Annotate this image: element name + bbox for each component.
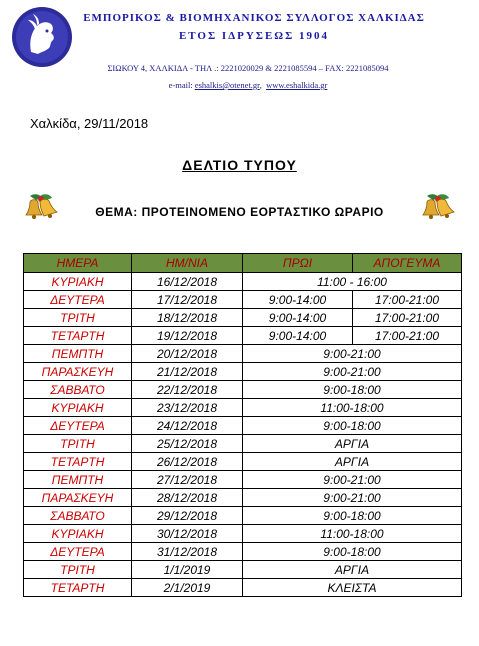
table-row	[24, 543, 462, 561]
day-cell: ΔΕΥΤΕΡΑ	[24, 543, 132, 561]
date-cell: 20/12/2018	[132, 345, 243, 363]
date-cell: 2/1/2019	[132, 579, 243, 597]
hours-cell: ΑΡΓΙΑ	[243, 435, 462, 453]
date-cell: 30/12/2018	[132, 525, 243, 543]
date-cell: 22/12/2018	[132, 381, 243, 399]
day-cell: ΤΕΤΑΡΤΗ	[24, 579, 132, 597]
table-row	[24, 327, 462, 345]
table-row	[24, 435, 462, 453]
morning-hours-cell: 9:00-14:00	[243, 327, 353, 345]
hours-cell: 9:00-18:00	[243, 507, 462, 525]
table-row	[24, 507, 462, 525]
hours-cell: 11:00 - 16:00	[243, 273, 462, 291]
header-afternoon: ΑΠΟΓΕΥΜΑ	[353, 254, 462, 273]
hours-cell: ΑΡΓΙΑ	[243, 453, 462, 471]
day-cell: ΠΕΜΠΤΗ	[24, 471, 132, 489]
hours-cell: 11:00-18:00	[243, 525, 462, 543]
table-row	[24, 363, 462, 381]
morning-hours-cell: 9:00-14:00	[243, 291, 353, 309]
table-row	[24, 525, 462, 543]
date-cell: 17/12/2018	[132, 291, 243, 309]
table-row	[24, 489, 462, 507]
date-cell: 31/12/2018	[132, 543, 243, 561]
date-cell: 18/12/2018	[132, 309, 243, 327]
email-link[interactable]: eshalkis@otenet.gr	[194, 80, 260, 90]
date-cell: 19/12/2018	[132, 327, 243, 345]
day-cell: ΚΥΡΙΑΚΗ	[24, 399, 132, 417]
date-cell: 27/12/2018	[132, 471, 243, 489]
afternoon-hours-cell: 17:00-21:00	[353, 291, 462, 309]
day-cell: ΠΑΡΑΣΚΕΥΗ	[24, 363, 132, 381]
day-cell: ΣΑΒΒΑΤΟ	[24, 507, 132, 525]
day-cell: ΤΡΙΤΗ	[24, 435, 132, 453]
table-row	[24, 399, 462, 417]
day-cell: ΔΕΥΤΕΡΑ	[24, 291, 132, 309]
day-cell: ΤΕΤΑΡΤΗ	[24, 327, 132, 345]
website-link[interactable]: www.eshalkida.gr	[266, 80, 328, 90]
date-cell: 23/12/2018	[132, 399, 243, 417]
day-cell: ΔΕΥΤΕΡΑ	[24, 417, 132, 435]
table-row	[24, 561, 462, 579]
header-day: ΗΜΕΡΑ	[24, 254, 132, 273]
header-morning: ΠΡΩΙ	[243, 254, 353, 273]
hermes-logo-icon	[11, 6, 73, 68]
email-label: e-mail:	[168, 80, 195, 90]
hours-cell: ΑΡΓΙΑ	[243, 561, 462, 579]
day-cell: ΚΥΡΙΑΚΗ	[24, 525, 132, 543]
day-cell: ΤΡΙΤΗ	[24, 561, 132, 579]
date-cell: 24/12/2018	[132, 417, 243, 435]
day-cell: ΤΡΙΤΗ	[24, 309, 132, 327]
org-name: ΕΜΠΟΡΙΚΟΣ & ΒΙΟΜΗΧΑΝΙΚΟΣ ΣΥΛΛΟΓΟΣ ΧΑΛΚΙΔΑΣ	[83, 12, 425, 24]
hours-cell: 9:00-21:00	[243, 489, 462, 507]
hours-cell: 9:00-18:00	[243, 381, 462, 399]
date-cell: 25/12/2018	[132, 435, 243, 453]
contact-line: ΣΙΩΚΟΥ 4, ΧΑΛΚΙΔΑ - ΤΗΛ .: 2221020029 & 2221085594 – FAX: 2221085094	[107, 63, 389, 73]
day-cell: ΚΥΡΙΑΚΗ	[24, 273, 132, 291]
table-header-row	[24, 254, 462, 273]
hours-cell: 9:00-18:00	[243, 543, 462, 561]
day-cell: ΣΑΒΒΑΤΟ	[24, 381, 132, 399]
day-cell: ΤΕΤΑΡΤΗ	[24, 453, 132, 471]
date-cell: 16/12/2018	[132, 273, 243, 291]
hours-cell: 11:00-18:00	[243, 399, 462, 417]
table-row	[24, 345, 462, 363]
table-row	[24, 417, 462, 435]
christmas-bells-icon	[421, 190, 455, 222]
date-cell: 26/12/2018	[132, 453, 243, 471]
day-cell: ΠΕΜΠΤΗ	[24, 345, 132, 363]
hours-cell: 9:00-18:00	[243, 417, 462, 435]
table-row	[24, 471, 462, 489]
table-row	[24, 453, 462, 471]
afternoon-hours-cell: 17:00-21:00	[353, 327, 462, 345]
press-release-title: ΔΕΛΤΙΟ ΤΥΠΟΥ	[182, 157, 297, 173]
table-row	[24, 309, 462, 327]
org-founding-year: ΕΤΟΣ ΙΔΡΥΣΕΩΣ 1904	[178, 30, 330, 42]
email-line: e-mail: eshalkis@otenet.gr, www.eshalkida.gr	[168, 80, 328, 90]
hours-cell: ΚΛΕΙΣΤΑ	[243, 579, 462, 597]
date-line: Χαλκίδα, 29/11/2018	[30, 116, 149, 131]
afternoon-hours-cell: 17:00-21:00	[353, 309, 462, 327]
table-row	[24, 273, 462, 291]
hours-cell: 9:00-21:00	[243, 345, 462, 363]
subject-line: ΘΕΜΑ: ΠΡΟΤΕΙΝΟΜΕΝΟ ΕΟΡΤΑΣΤΙΚΟ ΩΡΑΡΙΟ	[95, 205, 384, 219]
hours-cell: 9:00-21:00	[243, 471, 462, 489]
date-cell: 1/1/2019	[132, 561, 243, 579]
date-cell: 28/12/2018	[132, 489, 243, 507]
header-date: ΗΜ/ΝΙΑ	[132, 254, 243, 273]
date-cell: 21/12/2018	[132, 363, 243, 381]
date-cell: 29/12/2018	[132, 507, 243, 525]
hours-cell: 9:00-21:00	[243, 363, 462, 381]
day-cell: ΠΑΡΑΣΚΕΥΗ	[24, 489, 132, 507]
holiday-schedule-table	[23, 253, 462, 597]
table-row	[24, 579, 462, 597]
table-row	[24, 381, 462, 399]
morning-hours-cell: 9:00-14:00	[243, 309, 353, 327]
table-row	[24, 291, 462, 309]
